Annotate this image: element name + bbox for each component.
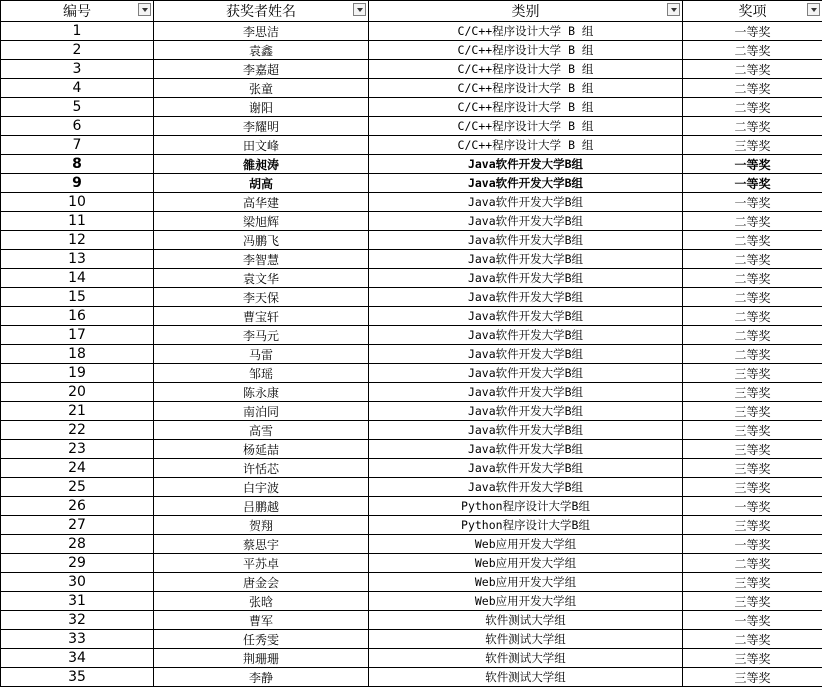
cell-award[interactable]: 三等奖 xyxy=(683,459,822,478)
cell-name[interactable]: 张晗 xyxy=(154,592,369,611)
cell-id[interactable]: 3 xyxy=(1,60,154,79)
cell-name[interactable]: 平苏卓 xyxy=(154,554,369,573)
cell-id[interactable]: 34 xyxy=(1,649,154,668)
cell-award[interactable]: 一等奖 xyxy=(683,497,822,516)
table-row xyxy=(1,22,822,41)
table-row xyxy=(1,573,822,592)
cell-id[interactable]: 6 xyxy=(1,117,154,136)
cell-award[interactable]: 二等奖 xyxy=(683,60,822,79)
cell-id[interactable]: 15 xyxy=(1,288,154,307)
cell-award[interactable]: 二等奖 xyxy=(683,79,822,98)
cell-name[interactable]: 陈永康 xyxy=(154,383,369,402)
cell-category[interactable]: Web应用开发大学组 xyxy=(369,592,683,611)
cell-award[interactable]: 二等奖 xyxy=(683,212,822,231)
cell-id[interactable]: 13 xyxy=(1,250,154,269)
table-row xyxy=(1,440,822,459)
cell-category[interactable]: Java软件开发大学B组 xyxy=(369,212,683,231)
table-row xyxy=(1,98,822,117)
table-row xyxy=(1,212,822,231)
cell-award[interactable]: 一等奖 xyxy=(683,193,822,212)
header-label: 类别 xyxy=(511,4,540,20)
cell-name[interactable]: 蔡思宇 xyxy=(154,535,369,554)
cell-award[interactable]: 三等奖 xyxy=(683,592,822,611)
cell-id[interactable]: 29 xyxy=(1,554,154,573)
cell-name[interactable]: 雒昶涛 xyxy=(154,155,369,174)
cell-id[interactable]: 19 xyxy=(1,364,154,383)
cell-award[interactable]: 二等奖 xyxy=(683,231,822,250)
cell-id[interactable]: 11 xyxy=(1,212,154,231)
cell-category[interactable]: 软件测试大学组 xyxy=(369,611,683,630)
cell-id[interactable]: 1 xyxy=(1,22,154,41)
table-row xyxy=(1,668,822,687)
table-body xyxy=(1,22,822,687)
cell-award[interactable]: 二等奖 xyxy=(683,288,822,307)
table-row xyxy=(1,649,822,668)
dropdown-arrow-icon[interactable] xyxy=(138,3,151,16)
cell-category[interactable]: Java软件开发大学B组 xyxy=(369,478,683,497)
cell-award[interactable]: 二等奖 xyxy=(683,98,822,117)
cell-name[interactable]: 白宇波 xyxy=(154,478,369,497)
cell-category[interactable]: Web应用开发大学组 xyxy=(369,573,683,592)
cell-category[interactable]: Java软件开发大学B组 xyxy=(369,383,683,402)
cell-name[interactable]: 胡高 xyxy=(154,174,369,193)
cell-id[interactable]: 23 xyxy=(1,440,154,459)
table-row xyxy=(1,516,822,535)
cell-category[interactable]: Java软件开发大学B组 xyxy=(369,307,683,326)
cell-category[interactable]: Java软件开发大学B组 xyxy=(369,345,683,364)
cell-name[interactable]: 任秀雯 xyxy=(154,630,369,649)
dropdown-arrow-icon[interactable] xyxy=(353,3,366,16)
cell-award[interactable]: 一等奖 xyxy=(683,22,822,41)
cell-category[interactable]: Web应用开发大学组 xyxy=(369,535,683,554)
cell-category[interactable]: C/C++程序设计大学 B 组 xyxy=(369,60,683,79)
cell-name[interactable]: 李思洁 xyxy=(154,22,369,41)
cell-name[interactable]: 李嘉超 xyxy=(154,60,369,79)
cell-award[interactable]: 二等奖 xyxy=(683,250,822,269)
cell-name[interactable]: 高华建 xyxy=(154,193,369,212)
table-row xyxy=(1,174,822,193)
cell-name[interactable]: 曹军 xyxy=(154,611,369,630)
cell-category[interactable]: Java软件开发大学B组 xyxy=(369,459,683,478)
table-row xyxy=(1,478,822,497)
table-row xyxy=(1,345,822,364)
table-row xyxy=(1,421,822,440)
cell-id[interactable]: 20 xyxy=(1,383,154,402)
cell-id[interactable]: 28 xyxy=(1,535,154,554)
cell-id[interactable]: 5 xyxy=(1,98,154,117)
cell-id[interactable]: 12 xyxy=(1,231,154,250)
cell-award[interactable]: 二等奖 xyxy=(683,554,822,573)
cell-category[interactable]: Java软件开发大学B组 xyxy=(369,326,683,345)
cell-category[interactable]: C/C++程序设计大学 B 组 xyxy=(369,79,683,98)
cell-name[interactable]: 田文峰 xyxy=(154,136,369,155)
dropdown-arrow-icon[interactable] xyxy=(807,3,820,16)
header-cell-name[interactable] xyxy=(154,1,369,22)
cell-id[interactable]: 30 xyxy=(1,573,154,592)
table-row xyxy=(1,592,822,611)
cell-id[interactable]: 26 xyxy=(1,497,154,516)
cell-id[interactable]: 27 xyxy=(1,516,154,535)
cell-name[interactable]: 邹瑶 xyxy=(154,364,369,383)
cell-name[interactable]: 袁文华 xyxy=(154,269,369,288)
table-row xyxy=(1,117,822,136)
cell-name[interactable]: 李静 xyxy=(154,668,369,687)
cell-name[interactable]: 曹宝轩 xyxy=(154,307,369,326)
cell-category[interactable]: 软件测试大学组 xyxy=(369,630,683,649)
cell-award[interactable]: 二等奖 xyxy=(683,630,822,649)
cell-category[interactable]: Java软件开发大学B组 xyxy=(369,269,683,288)
cell-category[interactable]: Java软件开发大学B组 xyxy=(369,250,683,269)
cell-category[interactable]: Python程序设计大学B组 xyxy=(369,516,683,535)
cell-award[interactable]: 三等奖 xyxy=(683,383,822,402)
cell-name[interactable]: 唐金会 xyxy=(154,573,369,592)
table-row xyxy=(1,554,822,573)
header-cell-category[interactable] xyxy=(369,1,683,22)
cell-category[interactable]: Python程序设计大学B组 xyxy=(369,497,683,516)
table-row xyxy=(1,136,822,155)
dropdown-arrow-icon[interactable] xyxy=(667,3,680,16)
cell-award[interactable]: 一等奖 xyxy=(683,535,822,554)
cell-id[interactable]: 9 xyxy=(1,174,154,193)
cell-award[interactable]: 三等奖 xyxy=(683,516,822,535)
cell-award[interactable]: 三等奖 xyxy=(683,364,822,383)
cell-category[interactable]: Java软件开发大学B组 xyxy=(369,421,683,440)
cell-award[interactable]: 二等奖 xyxy=(683,117,822,136)
cell-category[interactable]: 软件测试大学组 xyxy=(369,649,683,668)
cell-name[interactable]: 谢阳 xyxy=(154,98,369,117)
table-row xyxy=(1,231,822,250)
cell-id[interactable]: 7 xyxy=(1,136,154,155)
cell-name[interactable]: 吕鹏越 xyxy=(154,497,369,516)
cell-award[interactable]: 三等奖 xyxy=(683,421,822,440)
cell-id[interactable]: 33 xyxy=(1,630,154,649)
table-row xyxy=(1,250,822,269)
table-row xyxy=(1,155,822,174)
cell-id[interactable]: 16 xyxy=(1,307,154,326)
cell-id[interactable]: 2 xyxy=(1,41,154,60)
cell-id[interactable]: 32 xyxy=(1,611,154,630)
table-row xyxy=(1,459,822,478)
cell-category[interactable]: 软件测试大学组 xyxy=(369,668,683,687)
cell-id[interactable]: 25 xyxy=(1,478,154,497)
cell-award[interactable]: 二等奖 xyxy=(683,326,822,345)
table-row xyxy=(1,364,822,383)
table-row xyxy=(1,611,822,630)
cell-id[interactable]: 10 xyxy=(1,193,154,212)
cell-id[interactable]: 24 xyxy=(1,459,154,478)
cell-category[interactable]: Java软件开发大学B组 xyxy=(369,231,683,250)
cell-award[interactable]: 一等奖 xyxy=(683,155,822,174)
cell-name[interactable]: 高雪 xyxy=(154,421,369,440)
header-label: 编号 xyxy=(63,4,91,20)
cell-id[interactable]: 4 xyxy=(1,79,154,98)
cell-id[interactable]: 21 xyxy=(1,402,154,421)
cell-name[interactable]: 李耀明 xyxy=(154,117,369,136)
cell-id[interactable]: 14 xyxy=(1,269,154,288)
cell-award[interactable]: 二等奖 xyxy=(683,269,822,288)
table-row xyxy=(1,630,822,649)
table-row xyxy=(1,269,822,288)
cell-category[interactable]: Java软件开发大学B组 xyxy=(369,193,683,212)
header-cell-award[interactable] xyxy=(683,1,822,22)
table-row xyxy=(1,326,822,345)
cell-category[interactable]: C/C++程序设计大学 B 组 xyxy=(369,117,683,136)
table-row xyxy=(1,288,822,307)
table-row xyxy=(1,535,822,554)
cell-category[interactable]: Java软件开发大学B组 xyxy=(369,364,683,383)
cell-name[interactable]: 冯鹏飞 xyxy=(154,231,369,250)
cell-category[interactable]: Java软件开发大学B组 xyxy=(369,402,683,421)
cell-name[interactable]: 李马元 xyxy=(154,326,369,345)
cell-category[interactable]: Web应用开发大学组 xyxy=(369,554,683,573)
cell-award[interactable]: 三等奖 xyxy=(683,402,822,421)
cell-id[interactable]: 17 xyxy=(1,326,154,345)
table-row xyxy=(1,60,822,79)
cell-name[interactable]: 梁旭辉 xyxy=(154,212,369,231)
cell-name[interactable]: 南泊同 xyxy=(154,402,369,421)
cell-id[interactable]: 22 xyxy=(1,421,154,440)
cell-award[interactable]: 二等奖 xyxy=(683,41,822,60)
cell-name[interactable]: 李智慧 xyxy=(154,250,369,269)
cell-award[interactable]: 二等奖 xyxy=(683,307,822,326)
cell-award[interactable]: 三等奖 xyxy=(683,136,822,155)
table-row xyxy=(1,497,822,516)
cell-award[interactable]: 三等奖 xyxy=(683,440,822,459)
cell-award[interactable]: 一等奖 xyxy=(683,174,822,193)
cell-category[interactable]: C/C++程序设计大学 B 组 xyxy=(369,41,683,60)
cell-award[interactable]: 三等奖 xyxy=(683,478,822,497)
table-row xyxy=(1,307,822,326)
header-label: 奖项 xyxy=(738,4,767,20)
cell-name[interactable]: 袁鑫 xyxy=(154,41,369,60)
cell-id[interactable]: 35 xyxy=(1,668,154,687)
table-row xyxy=(1,402,822,421)
cell-award[interactable]: 三等奖 xyxy=(683,573,822,592)
cell-category[interactable]: C/C++程序设计大学 B 组 xyxy=(369,136,683,155)
header-cell-id[interactable] xyxy=(1,1,154,22)
cell-name[interactable]: 张童 xyxy=(154,79,369,98)
cell-award[interactable]: 三等奖 xyxy=(683,668,822,687)
cell-name[interactable]: 许恬芯 xyxy=(154,459,369,478)
table-row xyxy=(1,193,822,212)
cell-category[interactable]: Java软件开发大学B组 xyxy=(369,440,683,459)
table-row xyxy=(1,41,822,60)
header-row xyxy=(1,1,822,22)
cell-category[interactable]: Java软件开发大学B组 xyxy=(369,155,683,174)
table-row xyxy=(1,79,822,98)
cell-name[interactable]: 荆珊珊 xyxy=(154,649,369,668)
cell-name[interactable]: 杨延喆 xyxy=(154,440,369,459)
cell-category[interactable]: Java软件开发大学B组 xyxy=(369,288,683,307)
cell-id[interactable]: 8 xyxy=(1,155,154,174)
cell-name[interactable]: 贺翔 xyxy=(154,516,369,535)
cell-award[interactable]: 三等奖 xyxy=(683,649,822,668)
cell-name[interactable]: 马雷 xyxy=(154,345,369,364)
cell-award[interactable]: 二等奖 xyxy=(683,345,822,364)
header-label: 获奖者姓名 xyxy=(226,4,296,20)
cell-id[interactable]: 31 xyxy=(1,592,154,611)
cell-award[interactable]: 一等奖 xyxy=(683,611,822,630)
cell-category[interactable]: C/C++程序设计大学 B 组 xyxy=(369,98,683,117)
cell-category[interactable]: Java软件开发大学B组 xyxy=(369,174,683,193)
cell-id[interactable]: 18 xyxy=(1,345,154,364)
table-row xyxy=(1,383,822,402)
cell-category[interactable]: C/C++程序设计大学 B 组 xyxy=(369,22,683,41)
cell-name[interactable]: 李天保 xyxy=(154,288,369,307)
